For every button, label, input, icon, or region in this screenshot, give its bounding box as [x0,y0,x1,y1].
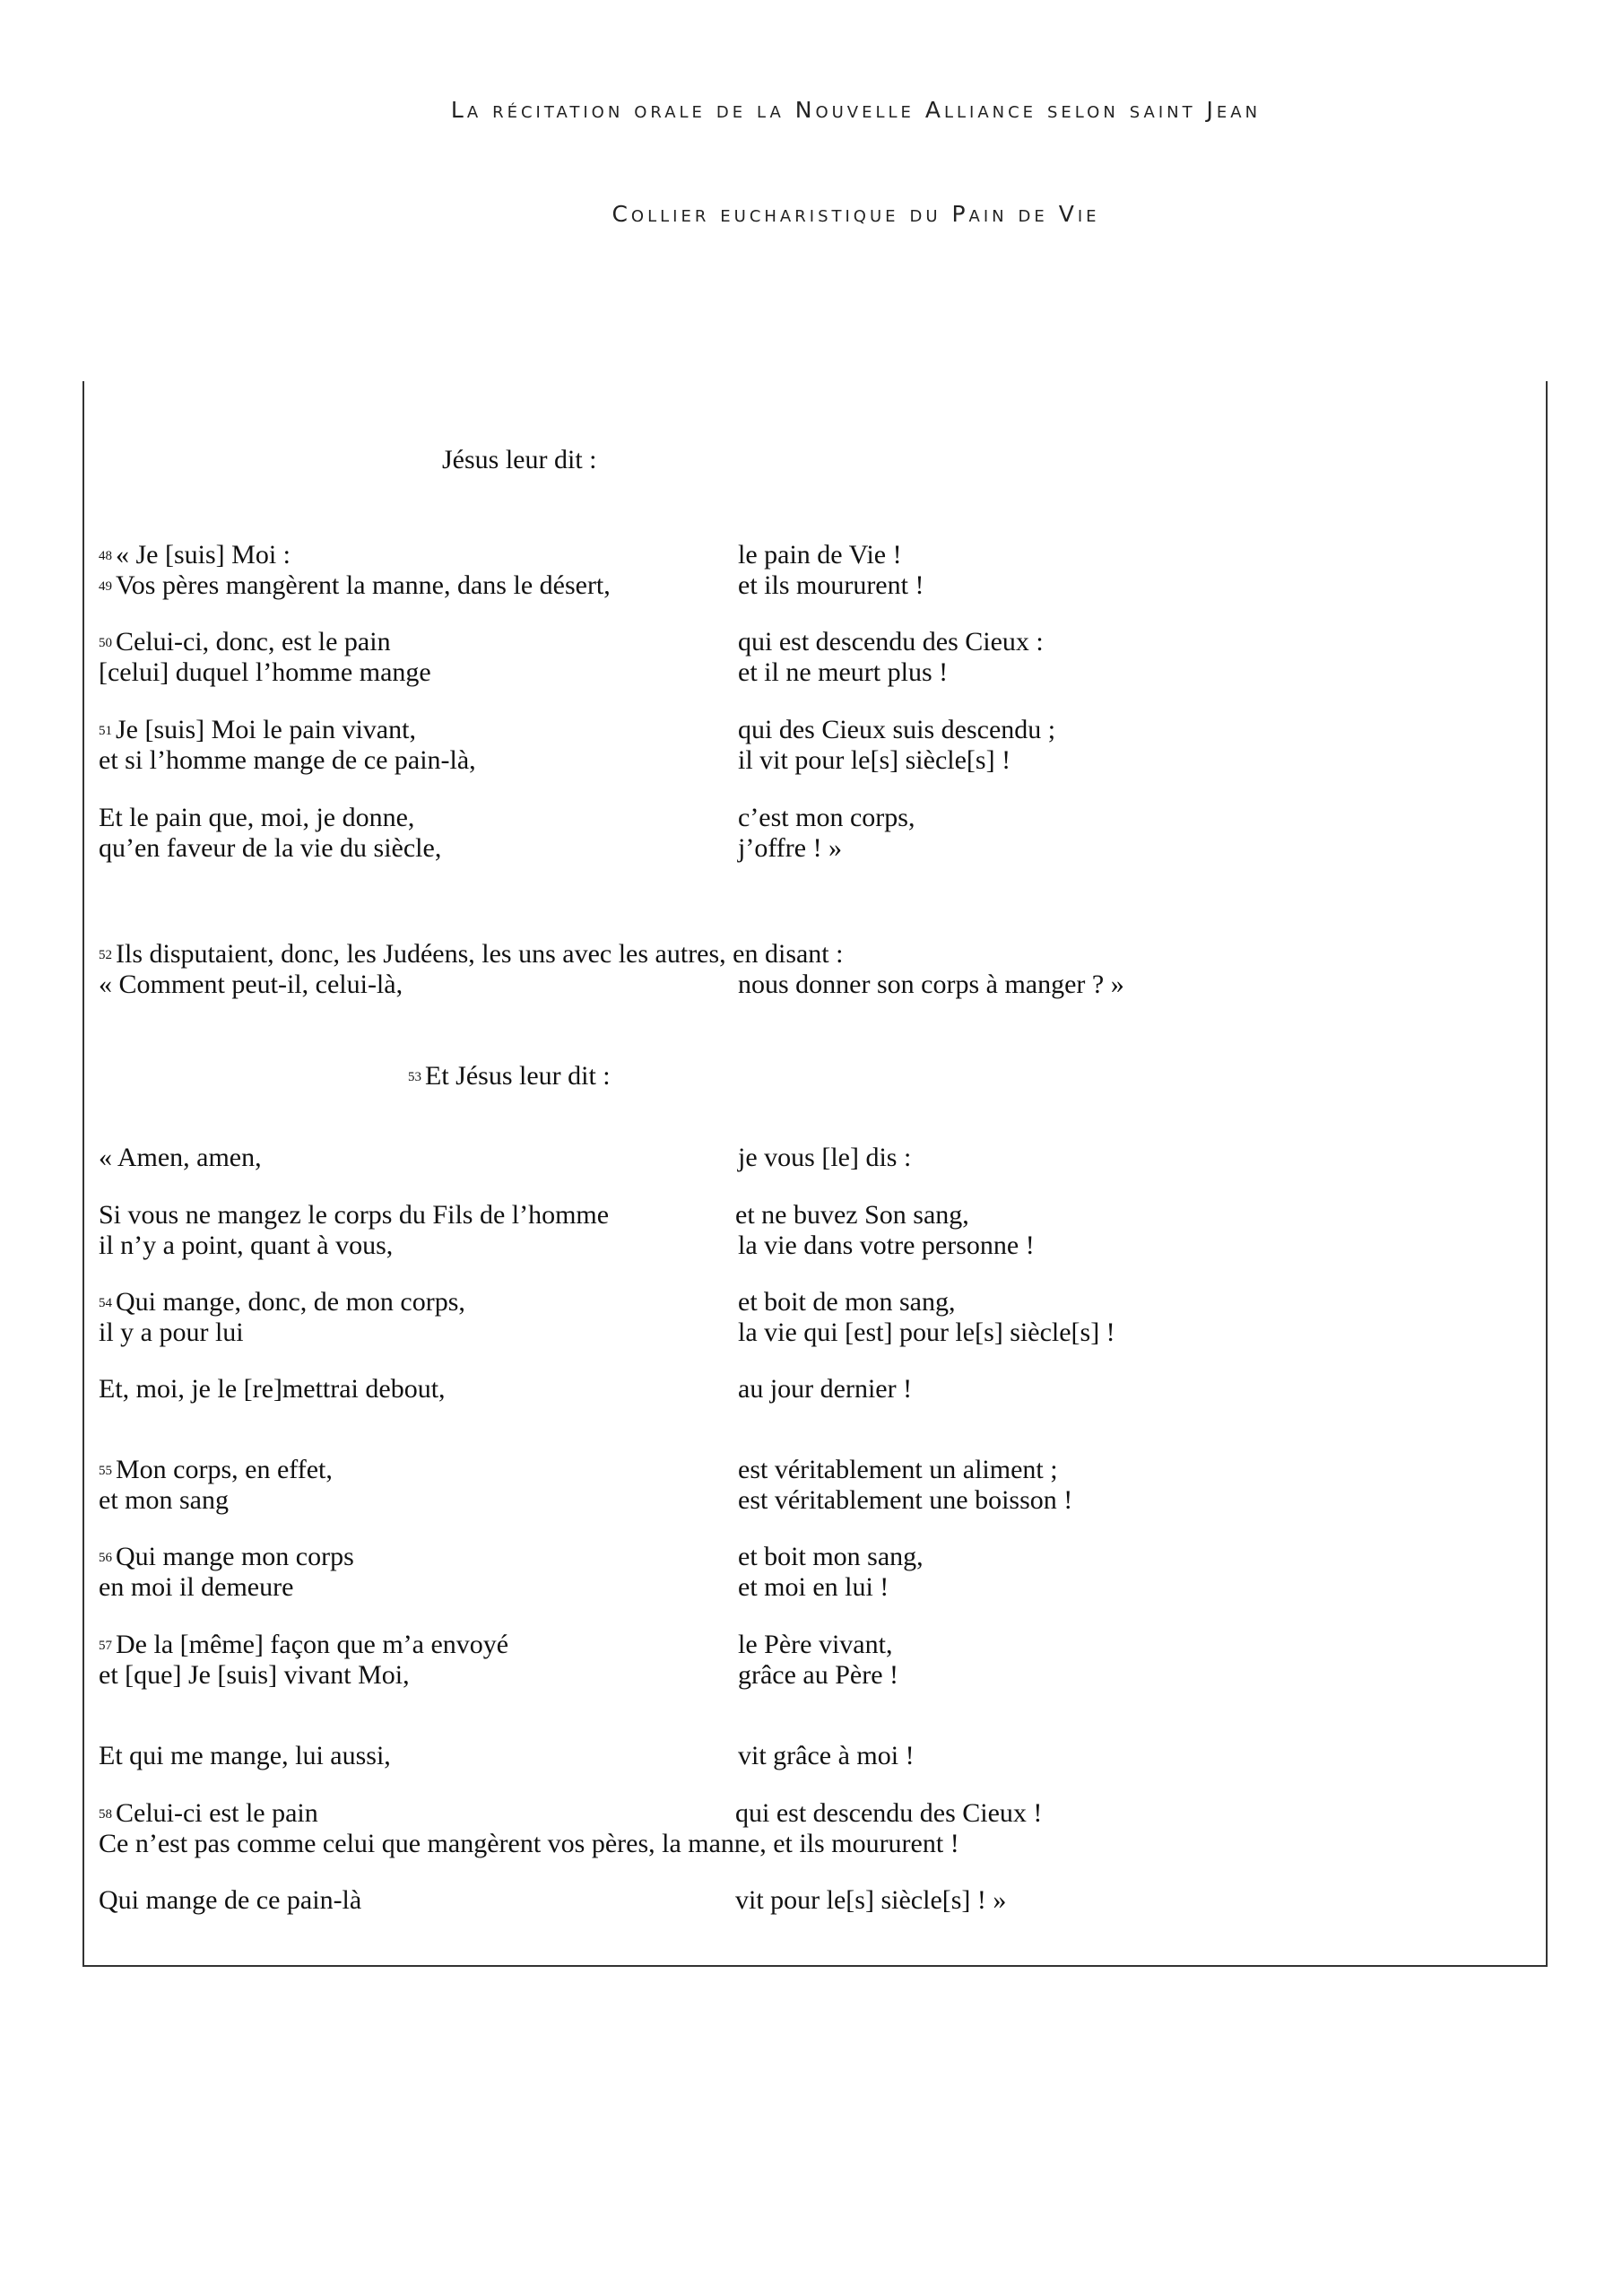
verse-line-left: Et, moi, je le [re]mettrai debout, [99,1374,446,1404]
verse-line-left: 58 Celui-ci est le pain [99,1798,318,1828]
verse-number: 49 [99,579,112,594]
verse-line-left: 50 Celui-ci, donc, est le pain [99,627,391,657]
verse-line-right: qui des Cieux suis descendu ; [738,715,1056,744]
verse-line-right: vit pour le[s] siècle[s] ! » [735,1885,1007,1915]
verse-line-left: et mon sang [99,1485,229,1515]
verse-line-left: 52 Ils disputaient, donc, les Judéens, les uns avec les autres, en disant : [99,939,844,969]
verse-line-right: est véritablement une boisson ! [738,1485,1073,1515]
verse-line-right: et boit mon sang, [738,1542,924,1571]
verse-number: 52 [99,948,112,962]
verse-number: 54 [99,1296,112,1310]
verse-number: 58 [99,1807,112,1822]
verse-line-left: 56 Qui mange mon corps [99,1542,354,1571]
verse-line-right: et ils moururent ! [738,570,924,600]
verse-line-right: il vit pour le[s] siècle[s] ! [738,745,1011,775]
verse-line-left: 54 Qui mange, donc, de mon corps, [99,1287,465,1317]
verse-line-right: et il ne meurt plus ! [738,657,949,687]
verse-line-left: 51 Je [suis] Moi le pain vivant, [99,715,416,744]
verse-line-left: Et le pain que, moi, je donne, [99,803,415,832]
verse-line-right: qui est descendu des Cieux : [738,627,1044,657]
running-title: La récitation orale de la Nouvelle Alliance selon saint Jean [450,97,1262,123]
verse-line-right: la vie dans votre personne ! [738,1231,1035,1260]
verse-line-left: en moi il demeure [99,1572,294,1602]
verse-line-right: c’est mon corps, [738,803,915,832]
verse-line-left: 49 Vos pères mangèrent la manne, dans le désert, [99,570,611,600]
verse-line-left: Ce n’est pas comme celui que mangèrent vos pères, la manne, et ils moururent ! [99,1829,959,1858]
verse-line-right: qui est descendu des Cieux ! [735,1798,1043,1828]
verse-number: 53 [408,1070,421,1084]
verse-number: 57 [99,1639,112,1653]
verse-line-left: « Amen, amen, [99,1143,262,1172]
verse-line-left: Si vous ne mangez le corps du Fils de l’homme [99,1200,610,1230]
verse-line-left: 55 Mon corps, en effet, [99,1455,333,1484]
verse-line-left: il n’y a point, quant à vous, [99,1231,394,1260]
verse-number: 56 [99,1551,112,1565]
verse-line-left: « Comment peut-il, celui-là, [99,970,403,999]
verse-line-left: il y a pour lui [99,1318,244,1347]
verse-line-right: grâce au Père ! [738,1660,899,1690]
verse-line-right: au jour dernier ! [738,1374,913,1404]
verse-line-left: et si l’homme mange de ce pain-là, [99,745,476,775]
verse-line-left: Et qui me mange, lui aussi, [99,1741,391,1770]
verse-line-right: le Père vivant, [738,1630,893,1659]
verse-line-left: qu’en faveur de la vie du siècle, [99,833,442,863]
verse-line-left: Qui mange de ce pain-là [99,1885,362,1915]
verse-line-right: la vie qui [est] pour le[s] siècle[s] ! [738,1318,1115,1347]
verse-line-left: [celui] duquel l’homme mange [99,657,431,687]
text-frame [82,381,1548,1967]
verse-line-right: et moi en lui ! [738,1572,889,1602]
verse-number: 55 [99,1464,112,1478]
verse-line-left: 48 « Je [suis] Moi : [99,540,291,570]
running-subtitle: Collier eucharistique du Pain de Vie [612,201,1100,227]
speaker-line: Jésus leur dit : [442,445,597,474]
verse-line-right: je vous [le] dis : [738,1143,912,1172]
speaker-line: 53 Et Jésus leur dit : [408,1061,611,1091]
verse-number: 50 [99,636,112,650]
verse-line-right: et ne buvez Son sang, [735,1200,969,1230]
verse-line-left: et [que] Je [suis] vivant Moi, [99,1660,410,1690]
verse-line-right: et boit de mon sang, [738,1287,956,1317]
verse-number: 48 [99,549,112,563]
verse-line-right: est véritablement un aliment ; [738,1455,1058,1484]
verse-number: 51 [99,724,112,738]
verse-line-right: le pain de Vie ! [738,540,902,570]
verse-line-right: nous donner son corps à manger ? » [738,970,1124,999]
verse-line-right: vit grâce à moi ! [738,1741,915,1770]
verse-line-right: j’offre ! » [738,833,843,863]
verse-line-left: 57 De la [même] façon que m’a envoyé [99,1630,509,1659]
